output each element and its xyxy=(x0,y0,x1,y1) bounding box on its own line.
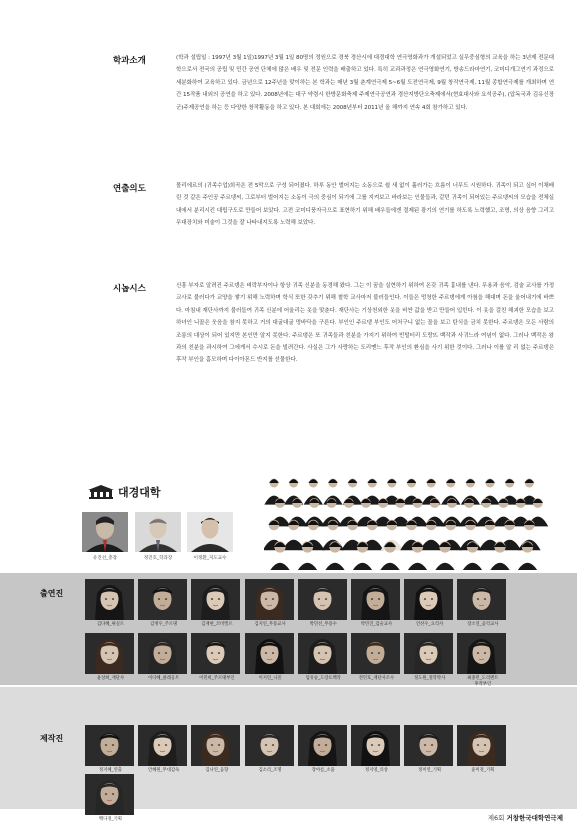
member-caption: 정도원_철학박사 xyxy=(414,676,446,681)
member-photo xyxy=(85,725,134,766)
member-photo xyxy=(298,579,347,620)
staff-title: 제작진 xyxy=(40,734,64,743)
member-photo xyxy=(457,725,506,766)
member-photo xyxy=(245,579,294,620)
member-card xyxy=(191,725,242,774)
faculty-photo xyxy=(82,512,128,552)
member-caption: 장아름_소품 xyxy=(311,768,335,773)
member-photo xyxy=(457,633,506,674)
member-card xyxy=(138,633,189,688)
member-caption: 윤상희_재단사 xyxy=(96,676,125,681)
member-caption: 김나연_음향 xyxy=(205,768,229,773)
member-card xyxy=(457,725,508,774)
footer-edition: 제6회 xyxy=(487,814,505,822)
member-caption: 김지연_무용교사 xyxy=(254,622,286,627)
member-caption: 백다경_기획 xyxy=(99,817,122,822)
member-photo xyxy=(138,579,187,620)
member-caption: 윤미경_기획 xyxy=(471,768,495,773)
university-logo xyxy=(88,484,161,500)
faculty-photo xyxy=(187,512,233,552)
member-caption: 박민진_검술교사 xyxy=(360,622,393,627)
member-photo xyxy=(404,633,453,674)
faculty-caption: 유진선_총장 xyxy=(93,556,117,561)
member-caption: 이민희_주르댕부인 xyxy=(199,676,235,681)
member-caption: 정지영_의상 xyxy=(364,768,388,773)
member-photo xyxy=(85,633,134,674)
cast-title: 출연진 xyxy=(40,589,64,598)
member-card xyxy=(298,725,349,774)
member-caption: 장소연_음악교사 xyxy=(467,622,499,627)
member-photo xyxy=(245,633,294,674)
member-photo xyxy=(298,633,347,674)
university-name: 대경대학 xyxy=(118,486,161,499)
faculty-caption: 정진호_학과장 xyxy=(143,556,173,561)
member-photo xyxy=(457,579,506,620)
member-card xyxy=(85,725,136,774)
member-photo xyxy=(85,774,134,815)
university-emblem-icon xyxy=(88,485,114,499)
member-photo xyxy=(404,725,453,766)
member-photo xyxy=(404,579,453,620)
member-card xyxy=(191,579,242,628)
member-photo xyxy=(351,725,400,766)
member-photo xyxy=(351,579,400,620)
member-caption: 전민호_재단사조수 xyxy=(358,676,395,681)
cast-section xyxy=(0,573,577,685)
faculty-caption: 이정환_지도교수 xyxy=(193,556,227,561)
faculty-member xyxy=(187,512,233,561)
footer-festival-name: 거창한국대학연극제 xyxy=(506,814,563,822)
member-caption: 김재현_코비엘르 xyxy=(201,622,233,627)
section-body-intro: (학과 설립일 : 1997년 3월 1일)1997년 3월 1일 80명의 정원으로 경북 경산시에 대경대학 연극영화과가 개설되었고 실무중심형의 교육을 하는 3년제 전문대학으로서 전국의 공립 및 민간 공연 단체에 많은 배우 및 전문 인력을 배출하고 있다. 특히 교과과정은 연극영화연기, 방송드라마연기, 코미디개그연기 과정으로 세분화하여 교육하고 있다. 금년으로 12주년을 맞이하는 본 학과는 매년 3월 춘계연극제 5~6월 도전연극제, 9월 창작연극제, 11월 종합연극제를 개최하며 연간 15작품 내외의 공연을 하고 있다. 2008년에는 대구 약령시 한방문화축제 주제연극공연과 경산지방단오축제에서(현효대사와 요석공주), (압독국과 김유신장군)주제공연을 하는 등 다양한 창작활동을 하고 있다. 본 대회에는 2008년부터 2011년 올 해까지 연속 4회 참가하고 있다. xyxy=(176,55,554,111)
member-photo xyxy=(85,579,134,620)
member-card xyxy=(298,579,349,628)
member-card xyxy=(404,633,455,688)
member-card xyxy=(351,633,402,688)
faculty-photo xyxy=(135,512,181,552)
member-card xyxy=(457,633,508,688)
group-photo xyxy=(264,455,559,570)
member-caption: 김소리_조명 xyxy=(258,768,282,773)
member-caption: 정지혜_연출 xyxy=(99,768,122,773)
section-body-direction: 몰리에르의 (귀족수업)희곡은 전 5막으로 구성 되어졌다. 하루 동안 벌어지는 소동으로 쉴 새 없이 흘러가는 흐름이 너무도 시원하다. 귀족이 되고 싶어 이채배린 것 같은 주인공 주르댕씨, 그로부터 벌어지는 소동이 극의 중심이 되기에 그를 지켜보고 바라보는 인물들과, 같던 귀족이 되어있는 주르댕씨의 모습을 전체실내에서 분리시킨 대립구도로 만들어 보았다. 고전 코미디풍자극으로 표현하기 위해 배우들에겐 절제된 광기의 연기를 하도록 노력했고, 조명, 의상 음향 그리고 무대장치와 미술이 그것을 잘 나타내지도록 노력해 보았다. xyxy=(176,183,554,227)
member-caption: 안선우_요리사 xyxy=(416,622,444,627)
member-card xyxy=(351,579,402,628)
member-card xyxy=(298,633,349,688)
page-footer xyxy=(488,813,563,822)
member-card xyxy=(245,633,296,688)
section-heading-direction: 연출의도 xyxy=(113,184,146,194)
member-card xyxy=(245,725,296,774)
member-card xyxy=(245,579,296,628)
member-card xyxy=(85,633,136,688)
member-photo xyxy=(138,633,187,674)
member-photo xyxy=(245,725,294,766)
member-card xyxy=(351,725,402,774)
member-caption: 임유승_도랑뜨백작 xyxy=(305,676,341,681)
member-card xyxy=(404,579,455,628)
faculty-member xyxy=(82,512,128,561)
member-caption: 정미연_기획 xyxy=(418,768,442,773)
member-caption: 박민선_무용수 xyxy=(309,622,337,627)
member-caption: 이지연_니꼴 xyxy=(258,676,282,681)
member-caption: 김병우_주르댕 xyxy=(150,622,178,627)
member-photo xyxy=(138,725,187,766)
member-card xyxy=(138,725,189,774)
section-heading-synopsis: 시놉시스 xyxy=(113,284,146,294)
member-card xyxy=(404,725,455,774)
section-body-synopsis: 신흥 부자로 알려진 주르댕은 벼락부자이나 항상 귀족 신분을 동경해 왔다. 그는 이 꿈을 실현하기 위하여 온갖 귀족 흉내를 낸다. 무용과 음악, 검술 교사를 가정교사로 불러다가 교양을 쌓기 위해 노력하며 학식 또한 갖추기 위해 철학 교사마저 불러들인다. 이들은 멍청한 주르댕에게 아첨을 해대며 돈을 울어내기에 바쁘다. 마침내 재단사까지 불러들여 귀족 신분에 어울리는 옷을 맞춘다. 재단사는 기상천외한 옷을 비싼 값을 받고 만들어 입힌다. 이 옷을 걸친 해괴한 모습을 보고 하녀인 니꼴은 웃음을 참지 못하고 거의 대굴대굴 멍바닥을 구른다. 부인인 주르댕 부인도 어처구니 없는 꼴을 보고 탄식을 금치 못한다. 주르댕은 모든 사람의 조롱의 대상이 되어 있지만 본인만 알지 못한다. 주르댕은 또 귀족들과 친분을 가지기 위하여 빈털터리 도랑뜨 백작과 사귀느라 여념이 없다. 그러나 백작은 왕과의 친분을 과시하여 그에게서 수시로 돈을 빌려간다. 사실은 그가 사랑하는 도리멘느 후작 부인의 환심을 사기 위한 것이다. 그러나 이를 알 리 없는 주르댕은 후작 부인을 흠모하며 다이아몬드 반지를 선물한다. xyxy=(176,283,554,364)
member-photo xyxy=(191,633,240,674)
member-photo xyxy=(351,633,400,674)
member-caption: 안혜원_무대감독 xyxy=(148,768,180,773)
member-caption: 이다혜_클레옹트 xyxy=(148,676,180,681)
faculty-member xyxy=(135,512,181,561)
section-heading-intro: 학과소개 xyxy=(113,56,146,66)
member-caption: 김다혜_뤼실르 xyxy=(96,622,125,627)
member-caption: 최종민_도리멘트 후작부인 xyxy=(467,676,499,687)
member-photo xyxy=(298,725,347,766)
member-card xyxy=(85,774,136,823)
member-photo xyxy=(191,579,240,620)
member-card xyxy=(191,633,242,688)
staff-grid xyxy=(85,725,508,823)
member-card xyxy=(457,579,508,628)
member-card xyxy=(85,579,136,628)
member-photo xyxy=(191,725,240,766)
member-card xyxy=(138,579,189,628)
